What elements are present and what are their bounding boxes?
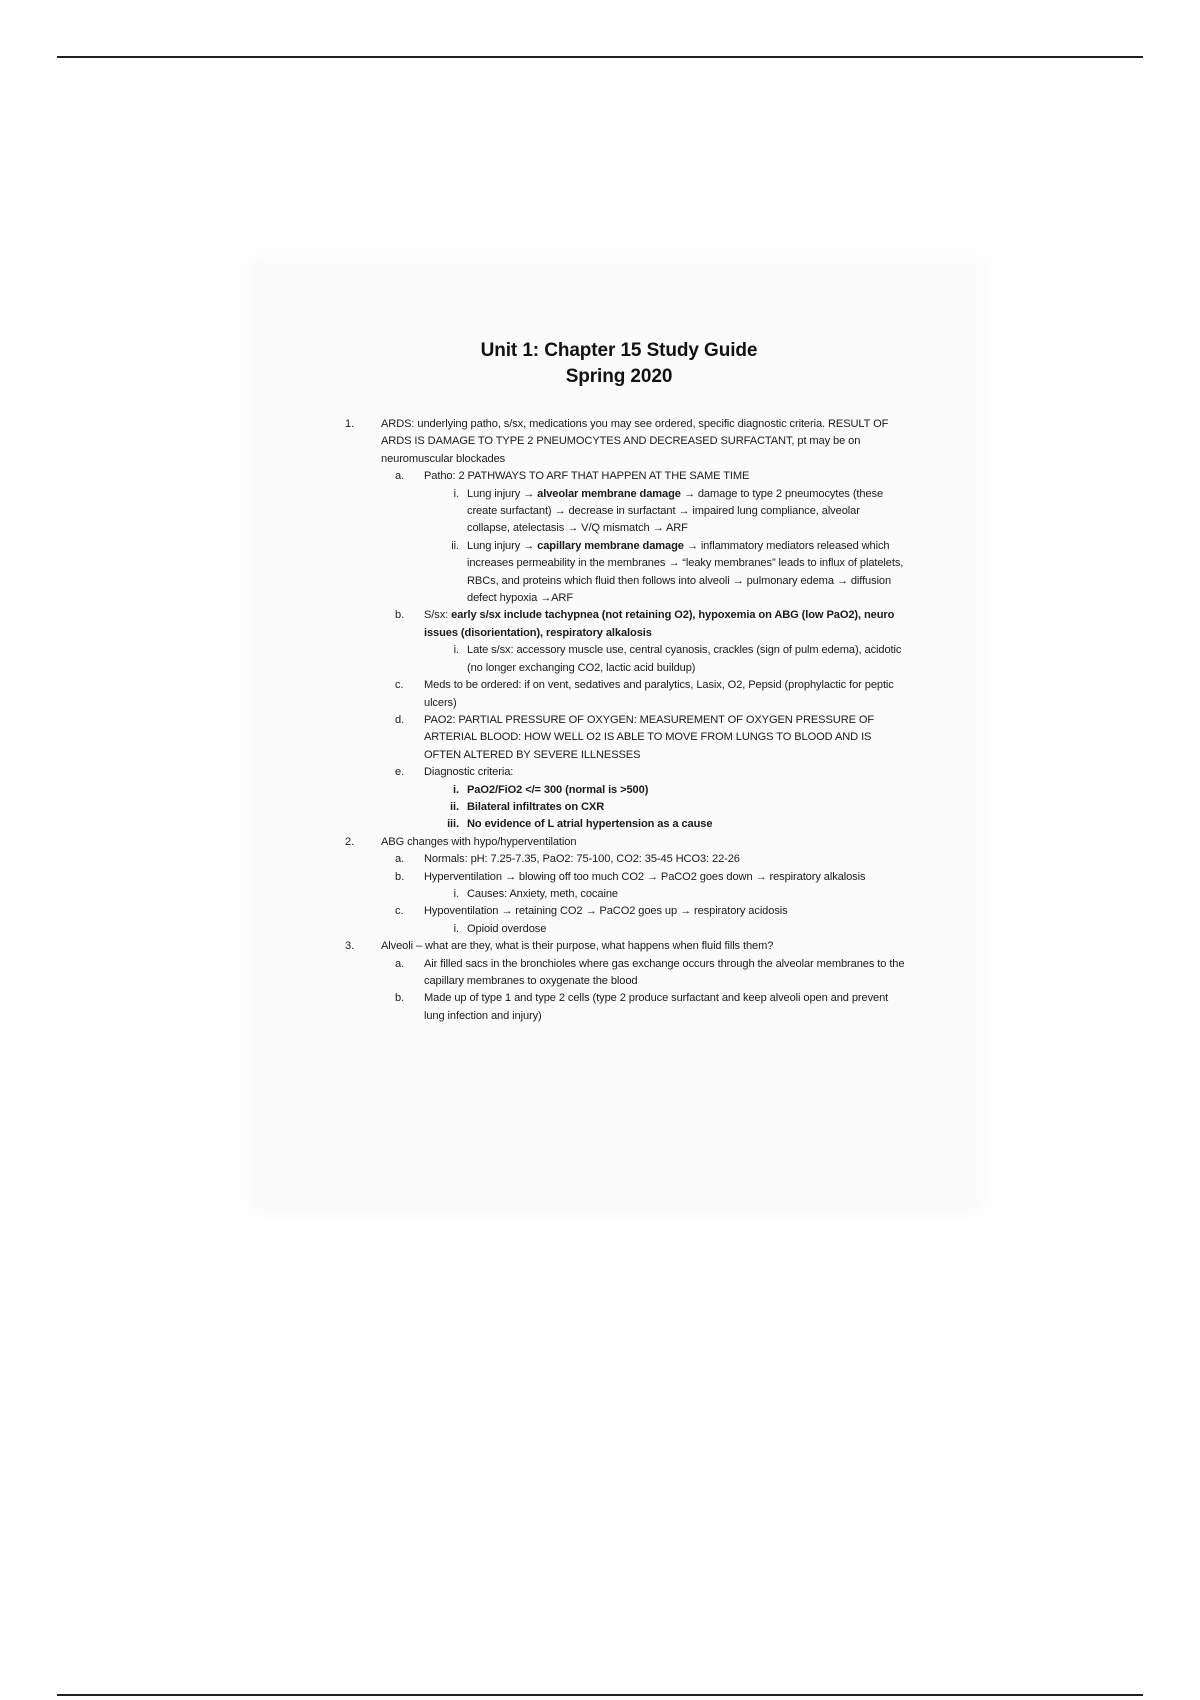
title-line-1: Unit 1: Chapter 15 Study Guide (480, 340, 758, 361)
item-text: Hyperventilation → blowing off too much CO2 → PaCO2 goes down → respiratory alkalosis (424, 870, 866, 883)
list-item-2b (345, 869, 905, 886)
list-item-1c (345, 677, 905, 712)
list-item-3 (345, 938, 905, 955)
item-text: Lung injury → (467, 539, 538, 552)
study-guide-content (345, 338, 905, 1025)
list-item-2c (345, 903, 905, 920)
list-item-1 (345, 416, 905, 468)
list-item-2a (345, 851, 905, 868)
item-text: Air filled sacs in the bronchioles where gas exchange occurs through the alveolar membranes to the capillary membranes to oxygenate the blood (424, 957, 905, 987)
list-item-1e-iii (345, 816, 905, 833)
item-number: a. (395, 470, 405, 483)
item-text: ABG changes with hypo/hyperventilation (381, 835, 577, 848)
list-item-3b (345, 990, 905, 1025)
list-item-1e (345, 764, 905, 781)
item-number: c. (395, 679, 404, 692)
item-bold-text: early s/sx include tachypnea (not retaining O2), hypoxemia on ABG (low PaO2), neuro issues (disorientation), respiratory alkalosis (424, 609, 895, 639)
item-bold-text: capillary membrane damage (537, 539, 684, 552)
item-text: Alveoli – what are they, what is their purpose, what happens when fluid fills them? (381, 940, 774, 953)
item-number: b. (395, 992, 405, 1005)
item-text: Opioid overdose (467, 922, 547, 935)
item-text: No evidence of L atrial hypertension as a cause (467, 818, 713, 831)
item-number: 1. (345, 418, 355, 430)
item-text: PaO2/FiO2 </= 300 (normal is >500) (467, 783, 649, 796)
list-item-1a-i (345, 486, 905, 538)
item-number: ii. (450, 800, 459, 813)
list-item-2b-i (345, 886, 905, 903)
item-number: ii. (451, 539, 459, 552)
item-number: i. (453, 487, 459, 500)
list-item-3a (345, 956, 905, 991)
item-number: b. (395, 609, 405, 622)
list-item-2 (345, 834, 905, 851)
item-number: i. (453, 887, 459, 900)
item-text: Meds to be ordered: if on vent, sedatives and paralytics, Lasix, O2, Pepsid (prophylactic for peptic ulcers) (424, 679, 894, 709)
item-text: PAO2: PARTIAL PRESSURE OF OXYGEN: MEASUREMENT OF OXYGEN PRESSURE OF ARTERIAL BLOOD: HOW WELL O2 IS ABLE TO MOVE FROM LUNGS TO BLOOD AND IS OFTEN ALTERED BY SEVERE ILLNESSES (424, 713, 875, 761)
item-text: ARDS: underlying patho, s/sx, medications you may see ordered, specific diagnostic criteria. RESULT OF ARDS IS DAMAGE TO TYPE 2 PNEUMOCYTES AND DECREASED SURFACTANT, pt may be on neuromuscular blockades (381, 418, 889, 465)
item-text: Lung injury → (467, 487, 538, 500)
item-text: → damage to type 2 pneumocytes (these create surfactant) → decrease in surfactant → impaired lung compliance, alveolar collapse, atelectasis → V/Q mismatch → ARF (467, 487, 884, 535)
top-rule (57, 56, 1143, 58)
item-number: i. (453, 644, 459, 657)
item-text: Bilateral infiltrates on CXR (467, 800, 605, 813)
item-text: Causes: Anxiety, meth, cocaine (467, 887, 618, 900)
bottom-rule (57, 1694, 1143, 1696)
item-text: → inflammatory mediators released which increases permeability in the membranes → “leaky membranes” leads to influx of platelets, RBCs, and proteins which fluid then follows into alveoli → pulmonary edema → diffusion defect hypoxia →ARF (467, 539, 904, 605)
item-number: 2. (345, 835, 355, 848)
list-item-1b-i (345, 642, 905, 677)
list-item-1a-ii (345, 538, 905, 608)
list-item-1d (345, 712, 905, 764)
list-item-1e-ii (345, 799, 905, 816)
list-item-2c-i (345, 921, 905, 938)
item-number: i. (453, 783, 459, 796)
item-number: c. (395, 905, 404, 918)
title-line-2: Spring 2020 (565, 366, 673, 387)
item-number: iii. (447, 818, 459, 831)
item-number: i. (453, 922, 459, 935)
item-number: b. (395, 870, 405, 883)
item-number: a. (395, 957, 405, 970)
item-text: Patho: 2 PATHWAYS TO ARF THAT HAPPEN AT THE SAME TIME (424, 470, 750, 483)
item-number: e. (395, 766, 405, 779)
item-text: Hypoventilation → retaining CO2 → PaCO2 goes up → respiratory acidosis (424, 905, 788, 918)
list-item-1a (345, 468, 905, 485)
item-bold-text: alveolar membrane damage (537, 487, 681, 500)
item-text: Diagnostic criteria: (424, 766, 514, 779)
item-number: d. (395, 713, 405, 726)
item-number: 3. (345, 940, 355, 953)
item-number: a. (395, 853, 405, 866)
item-text: Late s/sx: accessory muscle use, central cyanosis, crackles (sign of pulm edema), acidotic (no longer exchanging CO2, lactic acid buildup) (467, 644, 902, 674)
item-text: Made up of type 1 and type 2 cells (type 2 produce surfactant and keep alveoli open and prevent lung infection and injury) (424, 992, 889, 1022)
item-text: S/sx: (424, 609, 452, 622)
list-item-1e-i (345, 782, 905, 799)
document-title (339, 338, 905, 390)
item-text: Normals: pH: 7.25-7.35, PaO2: 75-100, CO2: 35-45 HCO3: 22-26 (424, 853, 740, 866)
list-item-1b (345, 607, 905, 642)
